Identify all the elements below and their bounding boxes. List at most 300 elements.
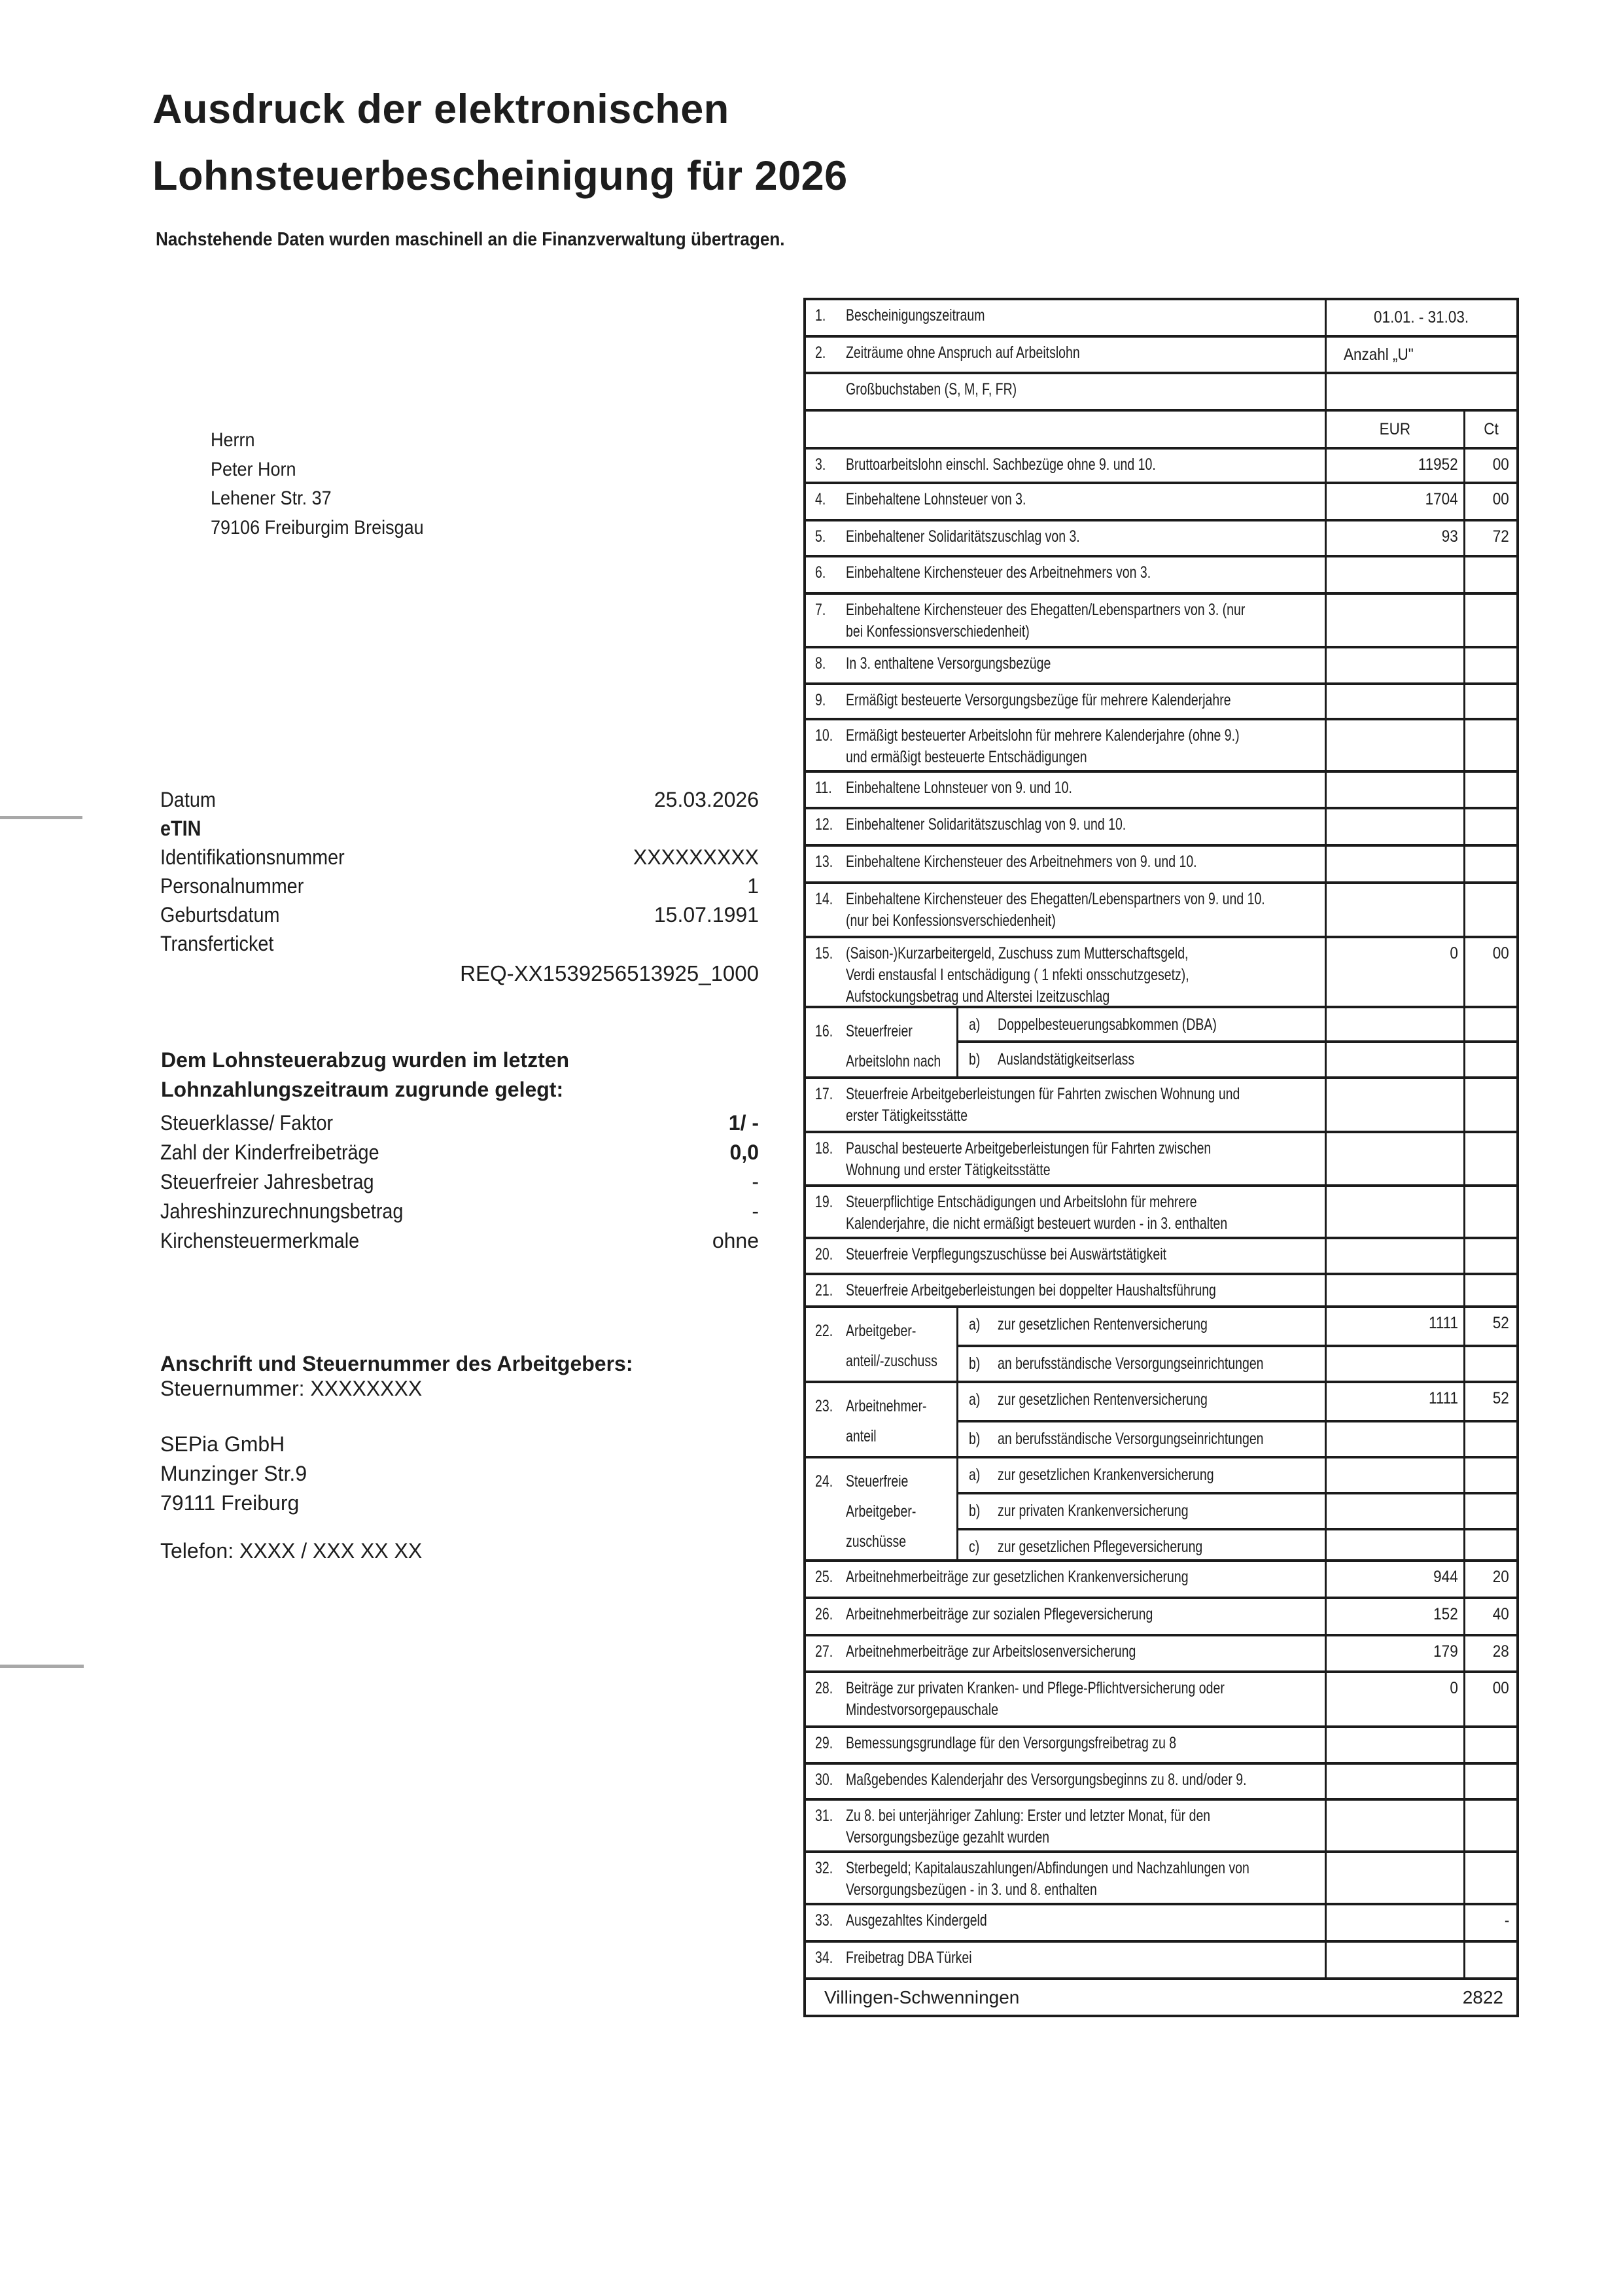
row-number-text: 33. bbox=[815, 1911, 833, 1930]
table-group-row bbox=[806, 1308, 1516, 1383]
sub-row-label bbox=[958, 1008, 1325, 1040]
table-row bbox=[806, 1239, 1516, 1275]
eur-cell bbox=[1325, 1943, 1463, 1977]
row-label-line bbox=[815, 1084, 1319, 1105]
ct-cell bbox=[1463, 1308, 1516, 1345]
row-label bbox=[806, 338, 1325, 372]
sub-row-label-text: an berufsständische Versorgungseinrichtungen bbox=[998, 1354, 1264, 1373]
row-label-line bbox=[815, 1244, 1319, 1265]
sub-row-label-text: Auslandstätigkeitserlass bbox=[998, 1050, 1135, 1069]
sub-row-letter-box bbox=[969, 1500, 998, 1528]
row-label-line bbox=[815, 1159, 1319, 1181]
row-label-text: Einbehaltene Kirchensteuer des Ehegatten/Lebenspartners von 3. (nur bbox=[846, 601, 1246, 619]
row-number bbox=[815, 1858, 846, 1879]
eur-cell bbox=[1325, 720, 1463, 770]
row-label-text: Verdi enstausfal I entschädigung ( 1 nfekti onsschutzgesetz), bbox=[846, 966, 1189, 984]
row-number bbox=[815, 814, 846, 836]
row-label-text: (Saison-)Kurzarbeitergeld, Zuschuss zum Mutterschaftsgeld, bbox=[846, 944, 1189, 963]
withholding-value: - bbox=[752, 1170, 759, 1193]
row-label-line bbox=[815, 454, 1319, 476]
ct-cell bbox=[1463, 1562, 1516, 1597]
row-label-text: Einbehaltener Solidaritätszuschlag von 3. bbox=[846, 527, 1080, 546]
table-sub-row bbox=[958, 1494, 1516, 1530]
group-label bbox=[806, 1008, 958, 1076]
table-row bbox=[806, 1673, 1516, 1728]
group-label-line bbox=[815, 1496, 954, 1527]
ct-cell bbox=[1463, 1422, 1516, 1456]
row-number-text: 13. bbox=[815, 853, 833, 871]
group-label-line bbox=[815, 1316, 954, 1346]
ct-cell bbox=[1463, 1494, 1516, 1528]
group-label-line bbox=[815, 1527, 954, 1557]
row-label-text: Steuerfreie Verpflegungszuschüsse bei Auswärtstätigkeit bbox=[846, 1245, 1166, 1263]
row-number bbox=[815, 1641, 846, 1663]
table-sub-row bbox=[958, 1347, 1516, 1381]
row-number bbox=[815, 1280, 846, 1301]
table-sub-row bbox=[958, 1422, 1516, 1456]
ct-value: - bbox=[1504, 1911, 1509, 1930]
eur-value: 1704 bbox=[1425, 490, 1458, 508]
ct-cell bbox=[1463, 1458, 1516, 1492]
row-label bbox=[806, 809, 1325, 844]
row-label bbox=[806, 773, 1325, 807]
sub-row-label-text: Doppelbesteuerungsabkommen (DBA) bbox=[998, 1016, 1217, 1034]
ct-cell bbox=[1463, 1239, 1516, 1273]
employer-address-line: SEPia GmbH bbox=[160, 1432, 285, 1456]
row-number-text: 18. bbox=[815, 1139, 833, 1157]
row-label-text: Arbeitnehmerbeiträge zur Arbeitslosenversicherung bbox=[846, 1642, 1136, 1661]
table-row bbox=[806, 338, 1516, 374]
eur-cell bbox=[1325, 773, 1463, 807]
sub-row-label bbox=[958, 1347, 1325, 1381]
employer-address-line-wrap bbox=[160, 1489, 307, 1518]
row-label-line bbox=[815, 489, 1319, 510]
ct-cell bbox=[1463, 1905, 1516, 1940]
row-label-text: Steuerpflichtige Entschädigungen und Arbeitslohn für mehrere bbox=[846, 1193, 1197, 1211]
sub-row-label bbox=[958, 1530, 1325, 1559]
row-label-empty bbox=[806, 412, 1325, 447]
table-row bbox=[806, 1636, 1516, 1673]
row-label bbox=[806, 1275, 1325, 1305]
row-number bbox=[815, 1805, 846, 1827]
meta-label: Geburtsdatum bbox=[160, 902, 280, 927]
row-label-text: Bemessungsgrundlage für den Versorgungsfreibetrag zu 8 bbox=[846, 1734, 1177, 1752]
transfer-ticket-value: REQ-XX1539256513925_1000 bbox=[460, 961, 759, 985]
group-label bbox=[806, 1308, 958, 1381]
row-number-text: 26. bbox=[815, 1605, 833, 1623]
row-label-text: Ermäßigt besteuerter Arbeitslohn für mehrere Kalenderjahre (ohne 9.) bbox=[846, 726, 1240, 745]
employer-address-line-wrap bbox=[160, 1430, 307, 1459]
row-label-text: Ermäßigt besteuerte Versorgungsbezüge für mehrere Kalenderjahre bbox=[846, 691, 1231, 709]
row-label bbox=[806, 1562, 1325, 1597]
sub-row-letter-box bbox=[969, 1428, 998, 1456]
eur-cell bbox=[1325, 1562, 1463, 1597]
ct-cell bbox=[1463, 773, 1516, 807]
sub-row-label-text: an berufsständische Versorgungseinrichtungen bbox=[998, 1430, 1264, 1448]
eur-cell bbox=[1325, 521, 1463, 555]
ct-cell bbox=[1463, 1079, 1516, 1131]
row-number bbox=[815, 1138, 846, 1159]
eur-cell bbox=[1325, 450, 1463, 482]
sub-row-label bbox=[958, 1383, 1325, 1420]
withholding-value: 1/ - bbox=[728, 1111, 759, 1135]
recipient-line: Lehener Str. 37 bbox=[211, 487, 332, 509]
eur-cell bbox=[1325, 685, 1463, 718]
row-label-line bbox=[815, 1733, 1319, 1754]
row-label bbox=[806, 374, 1325, 409]
withholding-row bbox=[160, 1108, 759, 1138]
row-label-text: Freibetrag DBA Türkei bbox=[846, 1949, 972, 1967]
sub-row-label bbox=[958, 1422, 1325, 1456]
row-number-text: 22. bbox=[815, 1322, 833, 1340]
row-label-text: Steuerfreie Arbeitgeberleistungen für Fahrten zwischen Wohnung und bbox=[846, 1085, 1240, 1103]
ct-cell bbox=[1463, 450, 1516, 482]
row-label-text: Versorgungsbezüge gezahlt wurden bbox=[846, 1828, 1050, 1846]
eur-cell bbox=[1325, 1133, 1463, 1184]
row-label bbox=[806, 1636, 1325, 1670]
ct-cell bbox=[1463, 1043, 1516, 1076]
row-label-line bbox=[815, 777, 1319, 799]
row-label bbox=[806, 648, 1325, 682]
row-label-line bbox=[815, 526, 1319, 548]
meta-label: eTIN bbox=[160, 816, 201, 840]
row-number bbox=[815, 777, 846, 799]
row-number bbox=[815, 1733, 846, 1754]
row-label bbox=[806, 685, 1325, 718]
ct-cell bbox=[1463, 1636, 1516, 1670]
row-label-text: Pauschal besteuerte Arbeitgeberleistungen für Fahrten zwischen bbox=[846, 1139, 1212, 1157]
ct-cell bbox=[1463, 484, 1516, 519]
row-number-text: 6. bbox=[815, 563, 826, 582]
eur-cell bbox=[1325, 1383, 1463, 1420]
row-label-line bbox=[815, 964, 1319, 986]
row-label bbox=[806, 1599, 1325, 1634]
row-number bbox=[815, 1192, 846, 1213]
sub-row-letter: b) bbox=[969, 1430, 981, 1448]
row-label bbox=[806, 557, 1325, 592]
head-value-cell bbox=[1325, 338, 1516, 372]
row-label-line bbox=[815, 1641, 1319, 1663]
row-label-line bbox=[815, 599, 1319, 621]
row-label bbox=[806, 720, 1325, 770]
ct-value: 40 bbox=[1492, 1605, 1509, 1623]
row-label bbox=[806, 1765, 1325, 1798]
row-label-line bbox=[815, 1827, 1319, 1848]
ct-cell bbox=[1463, 1133, 1516, 1184]
row-number-text: 30. bbox=[815, 1771, 833, 1789]
row-number-text: 23. bbox=[815, 1397, 833, 1415]
head-value: Anzahl „U" bbox=[1344, 345, 1414, 364]
table-row bbox=[806, 847, 1516, 884]
ct-cell bbox=[1463, 595, 1516, 646]
eur-header: EUR bbox=[1379, 419, 1411, 438]
table-row bbox=[806, 1905, 1516, 1943]
ct-cell bbox=[1463, 1853, 1516, 1903]
group-sub-rows bbox=[958, 1308, 1516, 1381]
table-row bbox=[806, 595, 1516, 648]
sub-row-letter: c) bbox=[969, 1538, 980, 1556]
row-number bbox=[815, 1084, 846, 1105]
group-label-line bbox=[815, 1391, 954, 1421]
row-label-text: (nur bei Konfessionsverschiedenheit) bbox=[846, 911, 1056, 930]
row-label-text: Versorgungsbezügen - in 3. und 8. enthalten bbox=[846, 1881, 1097, 1899]
head-value-cell bbox=[1325, 374, 1516, 409]
row-number bbox=[815, 1391, 846, 1421]
withholding-block bbox=[160, 1108, 759, 1256]
row-number bbox=[815, 1566, 846, 1588]
ct-value: 52 bbox=[1492, 1389, 1509, 1407]
table-row bbox=[806, 450, 1516, 484]
meta-row bbox=[160, 872, 759, 900]
row-label-text: Kalenderjahre, die nicht ermäßigt besteuert wurden - in 3. enthalten bbox=[846, 1214, 1228, 1233]
table-row bbox=[806, 1765, 1516, 1801]
table-row bbox=[806, 648, 1516, 685]
table-sub-row bbox=[958, 1008, 1516, 1043]
row-number-text: 15. bbox=[815, 944, 833, 963]
row-label bbox=[806, 595, 1325, 646]
row-number-text: 32. bbox=[815, 1859, 833, 1877]
ct-value: 28 bbox=[1492, 1642, 1509, 1661]
eur-value: 0 bbox=[1450, 1679, 1458, 1697]
ct-header-cell bbox=[1463, 412, 1516, 447]
group-label-line bbox=[815, 1046, 954, 1076]
meta-value: XXXXXXXXX bbox=[633, 845, 759, 869]
table-row bbox=[806, 1133, 1516, 1187]
sub-row-label-text: zur gesetzlichen Rentenversicherung bbox=[998, 1390, 1208, 1409]
row-label bbox=[806, 450, 1325, 482]
table-row bbox=[806, 685, 1516, 720]
eur-value: 0 bbox=[1450, 944, 1458, 963]
eur-value: 93 bbox=[1441, 527, 1458, 546]
recipient-line-wrap bbox=[211, 484, 447, 514]
withholding-heading bbox=[161, 1046, 569, 1104]
ct-cell bbox=[1463, 557, 1516, 592]
ct-header: Ct bbox=[1483, 419, 1499, 438]
row-number bbox=[815, 851, 846, 873]
employer-tax-number: Steuernummer: XXXXXXXX bbox=[160, 1376, 423, 1400]
row-label-line bbox=[815, 725, 1319, 747]
group-label-line bbox=[815, 1016, 954, 1046]
meta-label: Personalnummer bbox=[160, 874, 304, 898]
row-label bbox=[806, 884, 1325, 936]
sub-row-label-text: zur privaten Krankenversicherung bbox=[998, 1502, 1189, 1520]
table-row bbox=[806, 374, 1516, 412]
group-label bbox=[806, 1383, 958, 1456]
row-number-text: 21. bbox=[815, 1281, 833, 1299]
ct-cell bbox=[1463, 884, 1516, 936]
row-number-text: 2. bbox=[815, 344, 826, 362]
row-label bbox=[806, 1801, 1325, 1850]
sub-row-label-text: zur gesetzlichen Krankenversicherung bbox=[998, 1466, 1214, 1484]
group-label-text: Arbeitnehmer- bbox=[846, 1397, 927, 1415]
sub-row-letter: b) bbox=[969, 1354, 981, 1373]
row-label-line bbox=[815, 1769, 1319, 1791]
table-row bbox=[806, 884, 1516, 938]
eur-cell bbox=[1325, 1599, 1463, 1634]
row-label-text: Einbehaltene Lohnsteuer von 3. bbox=[846, 490, 1026, 508]
row-number-text: 3. bbox=[815, 455, 826, 474]
group-label-text: anteil/-zuschuss bbox=[846, 1352, 937, 1370]
sub-row-letter: a) bbox=[969, 1315, 981, 1333]
fold-mark-bottom bbox=[0, 1665, 84, 1668]
page-title-line-1: Ausdruck der elektronischen bbox=[152, 86, 729, 132]
ct-value: 00 bbox=[1492, 455, 1509, 474]
eur-cell bbox=[1325, 1530, 1463, 1559]
meta-info-block bbox=[160, 785, 759, 958]
row-number-text: 20. bbox=[815, 1245, 833, 1263]
row-number bbox=[815, 526, 846, 548]
row-label-line bbox=[815, 1192, 1319, 1213]
row-number bbox=[815, 1678, 846, 1699]
row-number-text: 4. bbox=[815, 490, 826, 508]
employer-phone: Telefon: XXXX / XXX XX XX bbox=[160, 1538, 423, 1563]
row-label-text: und ermäßigt besteuerte Entschädigungen bbox=[846, 748, 1087, 766]
table-row bbox=[806, 773, 1516, 809]
row-label bbox=[806, 1728, 1325, 1762]
employer-address-line: 79111 Freiburg bbox=[160, 1491, 300, 1515]
eur-cell bbox=[1325, 1801, 1463, 1850]
footer-place: Villingen-Schwenningen bbox=[824, 1987, 1020, 2007]
row-number bbox=[815, 1769, 846, 1791]
withholding-label: Jahreshinzurechnungsbetrag bbox=[160, 1199, 404, 1223]
row-label-text: In 3. enthaltene Versorgungsbezüge bbox=[846, 654, 1051, 673]
row-number bbox=[815, 454, 846, 476]
row-number bbox=[815, 305, 846, 327]
eur-cell bbox=[1325, 1275, 1463, 1305]
eur-cell bbox=[1325, 1673, 1463, 1725]
withholding-row bbox=[160, 1167, 759, 1197]
eur-cell bbox=[1325, 557, 1463, 592]
row-number bbox=[815, 379, 846, 400]
withholding-value: 0,0 bbox=[729, 1140, 759, 1164]
sub-row-letter-box bbox=[969, 1353, 998, 1381]
table-row bbox=[806, 557, 1516, 595]
meta-row bbox=[160, 929, 759, 958]
row-number-text: 27. bbox=[815, 1642, 833, 1661]
table-row bbox=[806, 300, 1516, 338]
eur-cell bbox=[1325, 938, 1463, 1006]
eur-cell bbox=[1325, 1905, 1463, 1940]
row-label-line bbox=[815, 1678, 1319, 1699]
row-label bbox=[806, 1673, 1325, 1725]
withholding-label: Steuerfreier Jahresbetrag bbox=[160, 1170, 374, 1193]
sub-row-letter: a) bbox=[969, 1390, 981, 1409]
sub-row-label bbox=[958, 1043, 1325, 1076]
eur-cell bbox=[1325, 1494, 1463, 1528]
row-label-text: Einbehaltene Lohnsteuer von 9. und 10. bbox=[846, 779, 1072, 797]
table-row bbox=[806, 1079, 1516, 1133]
row-label-line bbox=[815, 653, 1319, 675]
sub-row-letter: a) bbox=[969, 1016, 981, 1034]
eur-cell bbox=[1325, 1458, 1463, 1492]
row-label-text: Arbeitnehmerbeiträge zur gesetzlichen Krankenversicherung bbox=[846, 1568, 1189, 1586]
recipient-line-wrap bbox=[211, 455, 447, 485]
sub-row-label-text: zur gesetzlichen Rentenversicherung bbox=[998, 1315, 1208, 1333]
sub-row-letter-box bbox=[969, 1049, 998, 1076]
row-label-line bbox=[815, 1699, 1319, 1721]
group-label-line bbox=[815, 1346, 954, 1376]
ct-value: 00 bbox=[1492, 944, 1509, 963]
ct-cell bbox=[1463, 1275, 1516, 1305]
meta-row bbox=[160, 900, 759, 929]
table-group-row bbox=[806, 1458, 1516, 1562]
row-number-text: 10. bbox=[815, 726, 833, 745]
group-label-text: Steuerfreie bbox=[846, 1472, 909, 1491]
meta-row bbox=[160, 814, 759, 843]
ct-cell bbox=[1463, 1943, 1516, 1977]
row-label-text: Arbeitnehmerbeiträge zur sozialen Pflegeversicherung bbox=[846, 1605, 1153, 1623]
eur-cell bbox=[1325, 1347, 1463, 1381]
row-label bbox=[806, 1853, 1325, 1903]
ct-cell bbox=[1463, 720, 1516, 770]
row-number-text: 29. bbox=[815, 1734, 833, 1752]
row-label-line bbox=[815, 1805, 1319, 1827]
row-number-text: 8. bbox=[815, 654, 826, 673]
group-sub-rows bbox=[958, 1383, 1516, 1456]
row-number-text: 16. bbox=[815, 1022, 833, 1040]
withholding-label: Steuerklasse/ Faktor bbox=[160, 1111, 334, 1135]
row-number-text: 12. bbox=[815, 815, 833, 834]
eur-cell bbox=[1325, 1079, 1463, 1131]
eur-cell bbox=[1325, 1008, 1463, 1040]
group-label-text: Arbeitgeber- bbox=[846, 1322, 916, 1340]
sub-row-letter-box bbox=[969, 1536, 998, 1559]
row-label-text: Großbuchstaben (S, M, F, FR) bbox=[846, 380, 1017, 398]
fold-mark-top bbox=[0, 816, 82, 819]
row-label bbox=[806, 847, 1325, 881]
sub-row-letter: b) bbox=[969, 1050, 981, 1069]
row-label-line bbox=[815, 1213, 1319, 1235]
sub-row-letter-box bbox=[969, 1464, 998, 1492]
meta-label: Transferticket bbox=[160, 931, 274, 955]
table-row bbox=[806, 720, 1516, 773]
meta-row bbox=[160, 785, 759, 814]
employer-address-line: Munzinger Str.9 bbox=[160, 1462, 307, 1485]
ct-cell bbox=[1463, 648, 1516, 682]
eur-cell bbox=[1325, 1765, 1463, 1798]
table-row bbox=[806, 1599, 1516, 1636]
eur-value: 152 bbox=[1433, 1605, 1458, 1623]
withholding-value: - bbox=[752, 1199, 759, 1223]
page-title bbox=[152, 76, 848, 209]
row-number-text: 7. bbox=[815, 601, 826, 619]
row-number-text: 17. bbox=[815, 1085, 833, 1103]
table-row bbox=[806, 484, 1516, 521]
table-sub-row bbox=[958, 1458, 1516, 1494]
row-label-line bbox=[815, 814, 1319, 836]
withholding-heading-line-2: Lohnzahlungszeitraum zugrunde gelegt: bbox=[161, 1078, 564, 1101]
row-label-line bbox=[815, 1947, 1319, 1969]
row-label-line bbox=[815, 1879, 1319, 1901]
row-number bbox=[815, 1016, 846, 1046]
row-number-text: 14. bbox=[815, 890, 833, 908]
ct-cell bbox=[1463, 521, 1516, 555]
row-number bbox=[815, 1466, 846, 1496]
group-label-text: Arbeitslohn nach bbox=[846, 1052, 941, 1070]
table-row bbox=[806, 1728, 1516, 1765]
row-label-line bbox=[815, 747, 1319, 768]
table-footer-row bbox=[806, 1980, 1516, 2015]
ct-value: 52 bbox=[1492, 1314, 1509, 1332]
page-title-line-2: Lohnsteuerbescheinigung für 2026 bbox=[152, 153, 848, 199]
row-number-text: 28. bbox=[815, 1679, 833, 1697]
sub-row-letter-box bbox=[969, 1014, 998, 1040]
withholding-heading-line-1: Dem Lohnsteuerabzug wurden im letzten bbox=[161, 1048, 570, 1072]
table-row bbox=[806, 1562, 1516, 1599]
meta-label: Identifikationsnummer bbox=[160, 845, 345, 869]
meta-row bbox=[160, 843, 759, 872]
row-label-text: Maßgebendes Kalenderjahr des Versorgungsbeginns zu 8. und/oder 9. bbox=[846, 1771, 1247, 1789]
